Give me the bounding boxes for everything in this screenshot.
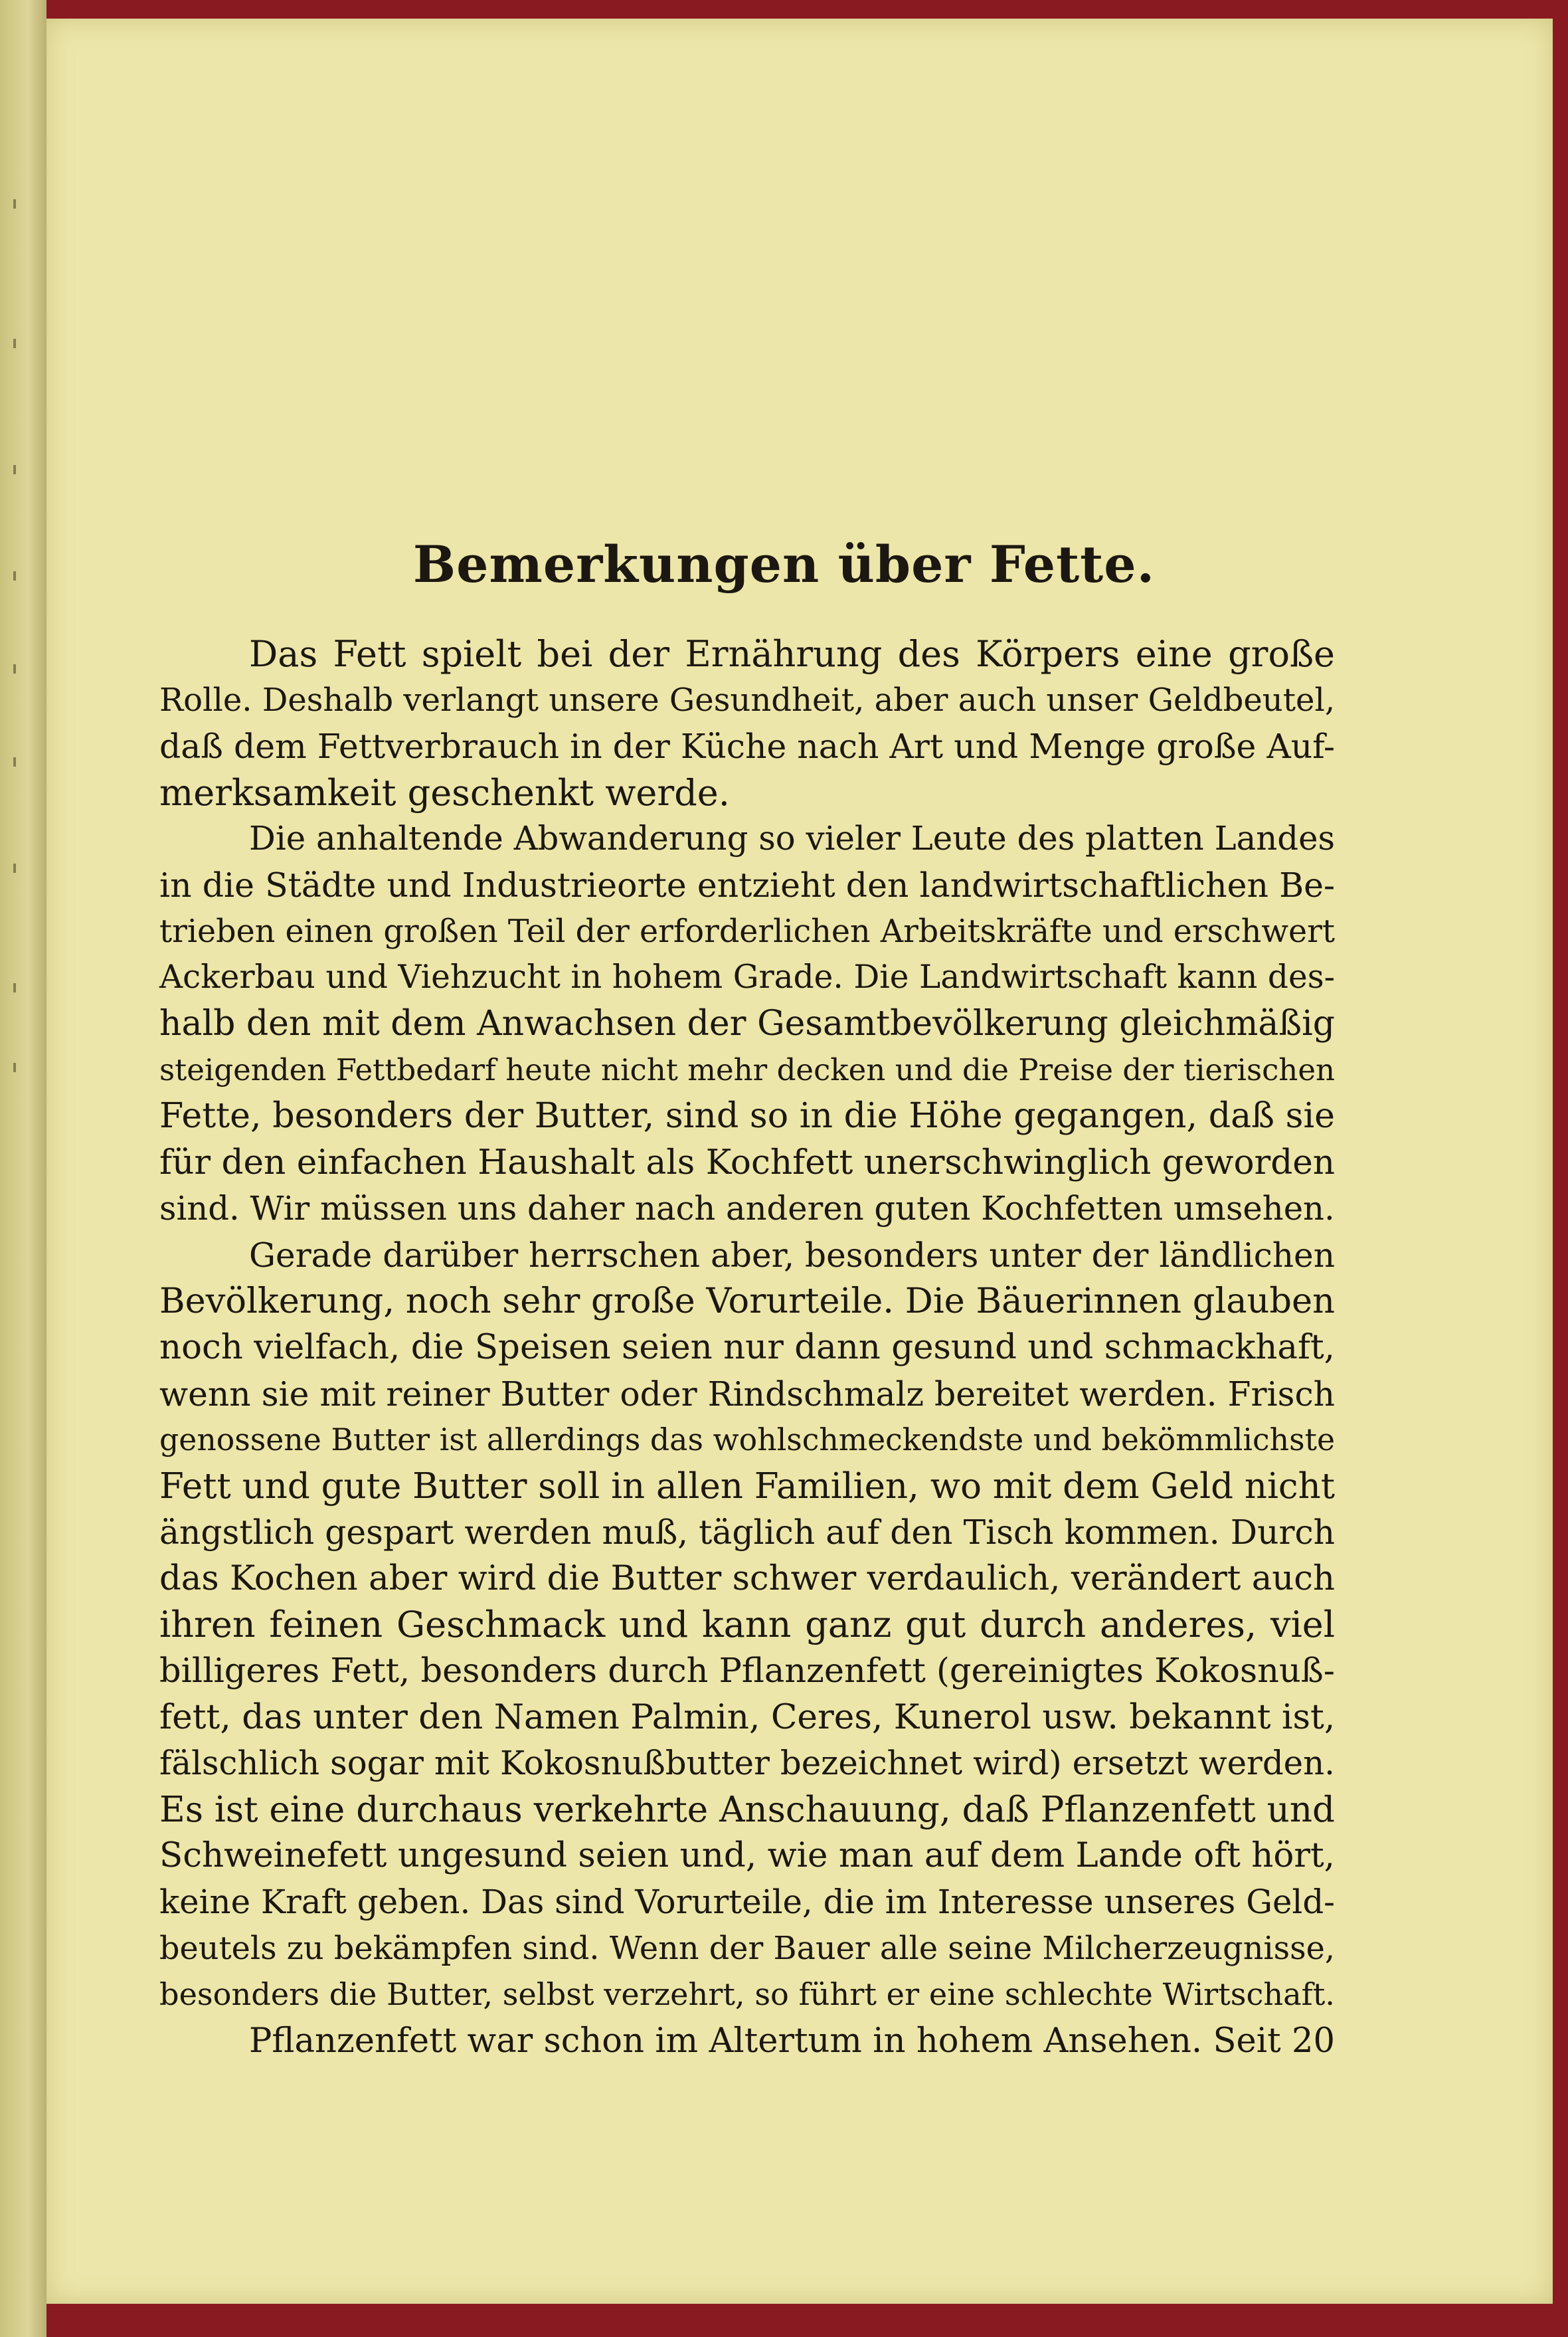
text-line: trieben einen großen Teil der erforderlichen Arbeitskräfte und erschwert (159, 913, 1335, 950)
text-line: Fett und gute Butter soll in allen Familien, wo mit dem Geld nicht (159, 1465, 1335, 1507)
text-line: Rolle. Deshalb verlangt unsere Gesundheit, aber auch unser Geldbeutel, (159, 681, 1336, 719)
text-line: genossene Butter ist allerdings das wohlschmeckendste und bekömmlichste (159, 1422, 1335, 1458)
text-line: fett, das unter den Namen Palmin, Ceres, Kunerol usw. bekannt ist, (159, 1697, 1336, 1737)
text-line: halb den mit dem Anwachsen der Gesamtbevölkerung gleichmäßig (159, 1003, 1335, 1044)
text-line: Ackerbau und Viehzucht in hohem Grade. Die Landwirtschaft kann des- (159, 959, 1335, 996)
page-title: Bemerkungen über Fette. (412, 535, 1156, 594)
text-line: steigenden Fettbedarf heute nicht mehr decken und die Preise der tierischen (159, 1052, 1335, 1088)
text-line: besonders die Butter, selbst verzehrt, so führt er eine schlechte Wirtschaft. (159, 1976, 1335, 2013)
text-line: in die Städte und Industrieorte entzieht den landwirtschaftlichen Be- (159, 865, 1335, 905)
text-line: ihren feinen Geschmack und kann ganz gut durch anderes, viel (159, 1604, 1335, 1646)
text-line: daß dem Fettverbrauch in der Küche nach Art und Menge große Auf- (159, 727, 1336, 767)
text-line: billigeres Fett, besonders durch Pflanzenfett (gereinigtes Kokosnuß- (159, 1651, 1335, 1691)
text-line: Gerade darüber herrschen aber, besonders unter der ländlichen (249, 1235, 1335, 1275)
text-line: keine Kraft geben. Das sind Vorurteile, die im Interesse unseres Geld- (159, 1883, 1335, 1922)
text-line: sind. Wir müssen uns daher nach anderen guten Kochfetten umsehen. (159, 1189, 1335, 1228)
text-line: fälschlich sogar mit Kokosnußbutter bezeichnet wird) ersetzt werden. (159, 1744, 1335, 1783)
text-line: das Kochen aber wird die Butter schwer verdaulich, verändert auch (159, 1558, 1335, 1598)
text-line: Fette, besonders der Butter, sind so in die Höhe gegangen, daß sie (159, 1095, 1335, 1136)
text-line: wenn sie mit reiner Butter oder Rindschmalz bereitet werden. Frisch (159, 1374, 1336, 1414)
text-line: noch vielfach, die Speisen seien nur dann gesund und schmackhaft, (159, 1327, 1335, 1367)
text-line: Schweinefett ungesund seien und, wie man auf dem Lande oft hört, (159, 1835, 1335, 1876)
margin-marks (13, 199, 27, 1129)
text-line: merksamkeit geschenkt werde. (159, 771, 730, 814)
body-text (159, 631, 1335, 2064)
text-line: Die anhaltende Abwanderung so vieler Leute des platten Landes (249, 819, 1335, 858)
text-line: Das Fett spielt bei der Ernährung des Körpers eine große (249, 633, 1335, 675)
text-line: für den einfachen Haushalt als Kochfett unerschwinglich geworden (159, 1142, 1336, 1182)
text-line: Bevölkerung, noch sehr große Vorurteile. Die Bäuerinnen glauben (159, 1281, 1335, 1322)
text-line: ängstlich gespart werden muß, täglich auf den Tisch kommen. Durch (159, 1513, 1335, 1552)
text-line: Pflanzenfett war schon im Altertum in hohem Ansehen. Seit 20 (249, 2021, 1335, 2061)
text-line: beutels zu bekämpfen sind. Wenn der Bauer alle seine Milcherzeugnisse, (159, 1930, 1335, 1967)
text-line: Es ist eine durchaus verkehrte Anschauung, daß Pflanzenfett und (159, 1788, 1335, 1830)
show-through-text (100, 159, 1401, 303)
